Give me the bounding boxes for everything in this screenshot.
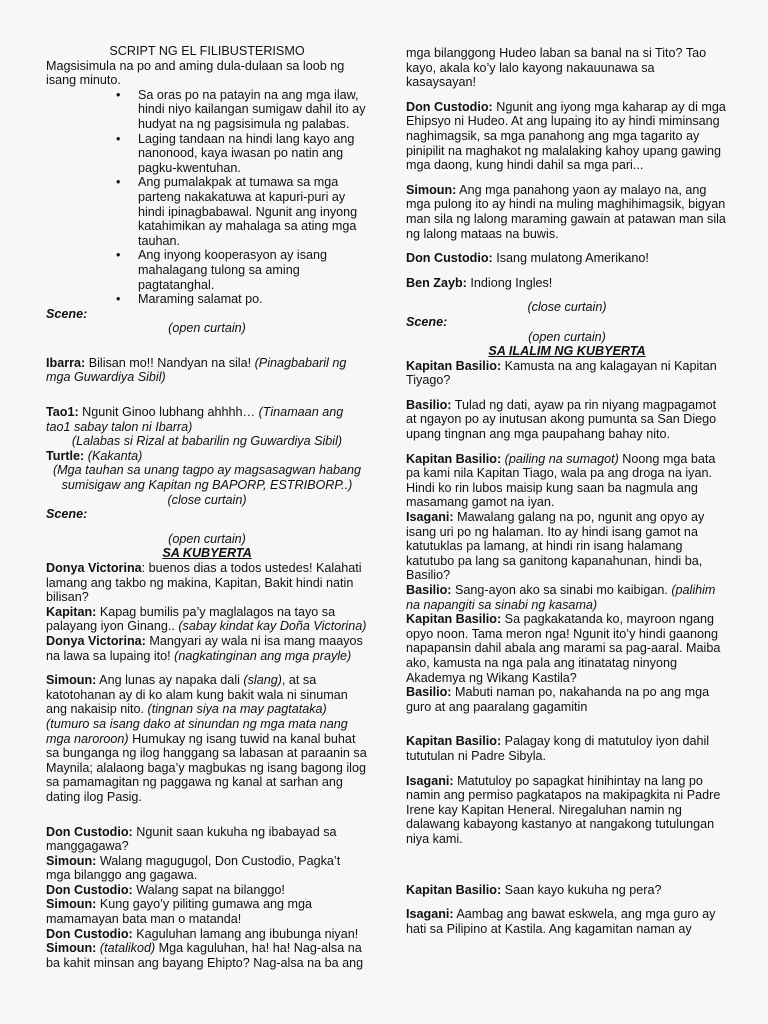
stage-direction: (nagkatinginan ang mga prayle) bbox=[174, 648, 352, 663]
speaker-name: Simoun: bbox=[46, 673, 97, 688]
dialogue-text: Ngunit ang iyong mga kaharap ay di mga Ehipsyo ni Hudeo. At ang lupaing ito ay hindi miminsang naghimagsik, sa mga panahong ang mga tagarito ay pinipilit na maghakot ng malalaking kahoy upang gawing mga daong, kung hindi dahil sa mga pari... bbox=[406, 99, 726, 173]
dialogue-line bbox=[406, 183, 728, 241]
dialogue-line bbox=[46, 561, 368, 605]
bullet-icon: • bbox=[116, 175, 121, 190]
speaker-name: Basilio: bbox=[406, 397, 452, 412]
right-column bbox=[406, 46, 728, 936]
dialogue-text: Matutuloy po sapagkat hinihintay na lang po namin ang permiso pagkatapos na makipagkita ni Padre Irene kay Kapitan Heneral. Niregaluhan namin ng dalawang kabayong kastanyo at nangakong tutulungan niya kami. bbox=[406, 773, 721, 846]
page-title: SCRIPT NG EL FILIBUSTERISMO bbox=[109, 44, 305, 58]
dialogue-text: Mangyari ay wala ni isa mang maayos na lawa sa lupaing ito! bbox=[46, 633, 363, 663]
left-column bbox=[46, 44, 368, 970]
stage-direction: (palihim na napangiti sa sinabi ng kasama) bbox=[406, 583, 716, 612]
dialogue-text: Mawalang galang na po, ngunit ang opyo ay isang uri po ng halaman. Ito ay hindi isang gamot na katutuklas pa lamang, at hindi rin isang halamang katutubo pa lang sa ganitong kapanahunan, hindi ba, Basilio? bbox=[406, 510, 705, 583]
reminder-item: • Maraming salamat po. bbox=[116, 292, 263, 307]
stage-direction: (Tinamaan ang tao1 sabay talon ni Ibarra) bbox=[46, 405, 344, 434]
dialogue-line bbox=[46, 897, 368, 926]
dialogue-line bbox=[406, 510, 728, 583]
speaker-name: Don Custodio: bbox=[406, 99, 493, 114]
dialogue-line bbox=[406, 398, 728, 442]
dialogue-text: Palagay kong di matutuloy iyon dahil tututulan ni Padre Sibyla. bbox=[406, 734, 710, 763]
dialogue-text: Aambag ang bawat eskwela, ang mga guro ay hati sa Pilipino at Kastila. Ang kagamitan naman ay bbox=[406, 907, 716, 936]
speaker-name: Kapitan Basilio: bbox=[406, 882, 502, 897]
speaker-name: Basilio: bbox=[406, 583, 452, 597]
speaker-name: Turtle: bbox=[46, 448, 85, 463]
speaker-name: Isagani: bbox=[406, 773, 454, 788]
stage-direction: (Pinagbabaril ng mga Guwardiya Sibil) bbox=[46, 355, 347, 385]
speaker-name: Isagani: bbox=[406, 510, 454, 525]
reminder-item: • Ang inyong kooperasyon ay isang mahalagang tulong sa aming pagtatanghal. bbox=[116, 248, 328, 292]
dialogue-line bbox=[406, 276, 728, 291]
dialogue-text: Ngunit Ginoo lubhang ahhhh… bbox=[78, 405, 259, 420]
dialogue-line bbox=[46, 941, 368, 970]
dialogue-line bbox=[406, 734, 728, 763]
bullet-icon: • bbox=[116, 87, 121, 102]
dialogue-text: mga bilanggong Hudeo laban sa banal na si Tito? Tao kayo, akala ko’y lalo kayong nakauunawa sa kasaysayan! bbox=[406, 46, 707, 90]
dialogue-line bbox=[406, 883, 728, 898]
dialogue-line bbox=[46, 854, 368, 883]
reminder-item: • Sa oras po na patayin na ang mga ilaw, hindi niyo kailangan sumigaw dahil ito ay hudyat na ng pagsisimula ng palabas. bbox=[116, 87, 366, 131]
dialogue-text: : buenos dias a todos ustedes! Kalahati lamang ang takbo ng makina, Kapitan, Bakit hindi natin bilisan? bbox=[46, 561, 362, 605]
dialogue-text: Kaguluhan lamang ang ibubunga niyan! bbox=[132, 926, 359, 941]
dialogue-text: Saan kayo kukuha ng pera? bbox=[501, 882, 662, 897]
dialogue-text: Walang sapat na bilanggo! bbox=[132, 882, 285, 897]
stage-direction: (Kakanta) bbox=[87, 448, 143, 463]
dialogue-line bbox=[46, 825, 368, 854]
stage-direction: (close curtain) bbox=[527, 300, 607, 315]
dialogue-line bbox=[46, 405, 368, 434]
scene-heading: SA ILALIM NG KUBYERTA bbox=[488, 344, 646, 359]
bullet-icon: • bbox=[116, 248, 121, 263]
speaker-name: Don Custodio: bbox=[46, 824, 133, 839]
reminder-item: • Ang pumalakpak at tumawa sa mga parteng nakakatuwa at kapuri-puri ay hindi ipinagbabawal. Ngunit ang inyong katahimikan ay mahalaga sa ating mga tauhan. bbox=[116, 175, 358, 248]
reminder-item: • Laging tandaan na hindi lang kayo ang nanonood, kaya iwasan po natin ang pagku-kwentuhan. bbox=[116, 131, 355, 175]
dialogue-line bbox=[46, 449, 368, 464]
dialogue-line bbox=[406, 612, 728, 685]
stage-direction: (slang) bbox=[243, 673, 282, 688]
dialogue-line bbox=[46, 673, 368, 804]
bullet-icon: • bbox=[116, 292, 121, 307]
stage-direction: (pailing na sumagot) bbox=[504, 451, 619, 466]
speaker-name: Simoun: bbox=[46, 853, 97, 868]
bullet-icon: • bbox=[116, 131, 121, 146]
speaker-name: Basilio: bbox=[406, 685, 452, 700]
speaker-name: Kapitan Basilio: bbox=[406, 612, 502, 627]
speaker-name: Don Custodio: bbox=[406, 251, 493, 266]
dialogue-text: Indiong Ingles! bbox=[466, 275, 553, 290]
speaker-name: Kapitan: bbox=[46, 604, 97, 619]
speaker-name: Ben Zayb: bbox=[406, 275, 467, 290]
speaker-name: Tao1: bbox=[46, 405, 79, 420]
speaker-name: Simoun: bbox=[46, 941, 97, 956]
stage-direction: (open curtain) bbox=[168, 321, 246, 336]
dialogue-text: Ang lunas ay napaka dali bbox=[96, 673, 244, 688]
scene-label: Scene: bbox=[406, 314, 448, 329]
stage-direction: (Lalabas si Rizal at babarilin ng Guwardiya Sibil) bbox=[71, 434, 343, 449]
dialogue-text: Noong mga bata pa kami nila Kapitan Tiago, wala pa ang droga na iyan. Hindi ko rin lubos maisip kung saan ba nagmula ang masamang gamot na iyan. bbox=[406, 451, 716, 510]
dialogue-text: Bilisan mo!! Nandyan na sila! bbox=[85, 355, 255, 370]
stage-direction: (open curtain) bbox=[168, 531, 246, 546]
speaker-name: Isagani: bbox=[406, 907, 454, 922]
stage-direction: (tingnan siya na may pagtataka) (tumuro sa isang dako at sinundan ng mga mata nang mga naroroon) bbox=[46, 702, 348, 746]
dialogue-line bbox=[406, 685, 728, 714]
dialogue-text: Kapag bumilis pa’y maglalagos na tayo sa palayang iyon Ginang.. bbox=[46, 604, 336, 634]
dialogue-text: Sa pagkakatanda ko, mayroon ngang opyo noon. Tama meron nga! Ngunit ito’y hindi gaanong napapansin dahil abala ang marami sa pag-aaral. Maiba ako, kamusta na nga pala ang itinatatag ninyong Akademya ng Wikang Kastila? bbox=[406, 612, 721, 685]
stage-direction: (open curtain) bbox=[528, 329, 606, 344]
dialogue-text: , at sa katotohanan ay di ko alam kung bakit wala ni sinuman ang nakaisip nito. bbox=[46, 673, 348, 717]
scene-heading: SA KUBYERTA bbox=[162, 546, 252, 561]
reminder-list bbox=[46, 88, 368, 307]
speaker-name: Ibarra: bbox=[46, 355, 86, 370]
dialogue-text: Mabuti naman po, nakahanda na po ang mga guro at ang paaralang gagamitin bbox=[406, 685, 710, 714]
dialogue-line bbox=[406, 583, 728, 612]
speaker-name: Kapitan Basilio: bbox=[406, 451, 502, 466]
speaker-name: Don Custodio: bbox=[46, 882, 133, 897]
dialogue-line bbox=[46, 634, 368, 663]
speaker-name: Simoun: bbox=[46, 897, 97, 912]
dialogue-line bbox=[406, 774, 728, 847]
speaker-name: Simoun: bbox=[406, 182, 457, 197]
scene-label: Scene: bbox=[46, 306, 88, 321]
stage-direction: (Mga tauhan sa unang tagpo ay magsasagwan habang sumisigaw ang Kapitan ng BAPORP, ESTRIBORP..) bbox=[52, 463, 362, 493]
stage-direction: (sabay kindat kay Doña Victorina) bbox=[178, 619, 367, 634]
dialogue-line bbox=[46, 605, 368, 634]
dialogue-line bbox=[46, 927, 368, 942]
dialogue-text: Kung gayo’y piliting gumawa ang mga mamamayan bata man o matanda! bbox=[46, 897, 312, 927]
dialogue-text: Ang mga panahong yaon ay malayo na, ang mga pulong ito ay hindi na muling maghihimagsik, bigyan man sila ng lalong maraming gawain at patawan man sila ng lalong mataas na buwis. bbox=[406, 182, 726, 241]
dialogue-line bbox=[406, 452, 728, 510]
dialogue-text: Sang-ayon ako sa sinabi mo kaibigan. bbox=[451, 583, 672, 597]
dialogue-text: Mga kaguluhan, ha! ha! Nag-alsa na ba kahit minsan ang bayang Ehipto? Nag-alsa na ba ang bbox=[46, 941, 364, 970]
dialogue-line bbox=[406, 907, 728, 936]
dialogue-line bbox=[406, 100, 728, 173]
right-dialogue bbox=[406, 46, 728, 936]
dialogue-text: Isang mulatong Amerikano! bbox=[492, 251, 649, 266]
dialogue-text: Tulad ng dati, ayaw pa rin niyang magpagamot at ngayon po ay inutusan akong pumunta sa San Diego upang tingnan ang mga paupahang bahay nito. bbox=[406, 397, 717, 442]
speaker-name: Kapitan Basilio: bbox=[406, 358, 502, 373]
dialogue-line bbox=[46, 356, 368, 385]
dialogue-text: Walang magugugol, Don Custodio, Pagka’t mga bilanggo ang gagawa. bbox=[46, 853, 341, 883]
speaker-name: Kapitan Basilio: bbox=[406, 734, 502, 749]
dialogue-line bbox=[406, 251, 728, 266]
dialogue-line bbox=[406, 359, 728, 388]
intro-text: Magsisimula na po and aming dula-dulaan sa loob ng isang minuto. bbox=[46, 58, 345, 88]
speaker-name: Donya Victorina bbox=[46, 561, 142, 575]
speaker-name: Donya Victorina: bbox=[46, 633, 146, 648]
scene-label: Scene: bbox=[46, 507, 88, 522]
speaker-name: Don Custodio: bbox=[46, 926, 133, 941]
dialogue-line bbox=[46, 883, 368, 898]
dialogue-text: Ngunit saan kukuha ng ibabayad sa manggagawa? bbox=[46, 824, 337, 854]
dialogue-text: Kamusta na ang kalagayan ni Kapitan Tiyago? bbox=[406, 358, 717, 388]
left-dialogue bbox=[46, 307, 368, 971]
stage-direction: (tatalikod) bbox=[99, 941, 156, 956]
dialogue-text: Humukay ng isang tuwid na kanal buhat sa bunganga ng ilog hanggang sa labasan at paraanin sa Maynila; alalaong baga’y magbukas ng isang bagong ilog sa pamamagitan ng paggawa ng kanal at sarhan ang dating ilog Pasig. bbox=[46, 731, 367, 804]
stage-direction: (close curtain) bbox=[167, 492, 247, 507]
